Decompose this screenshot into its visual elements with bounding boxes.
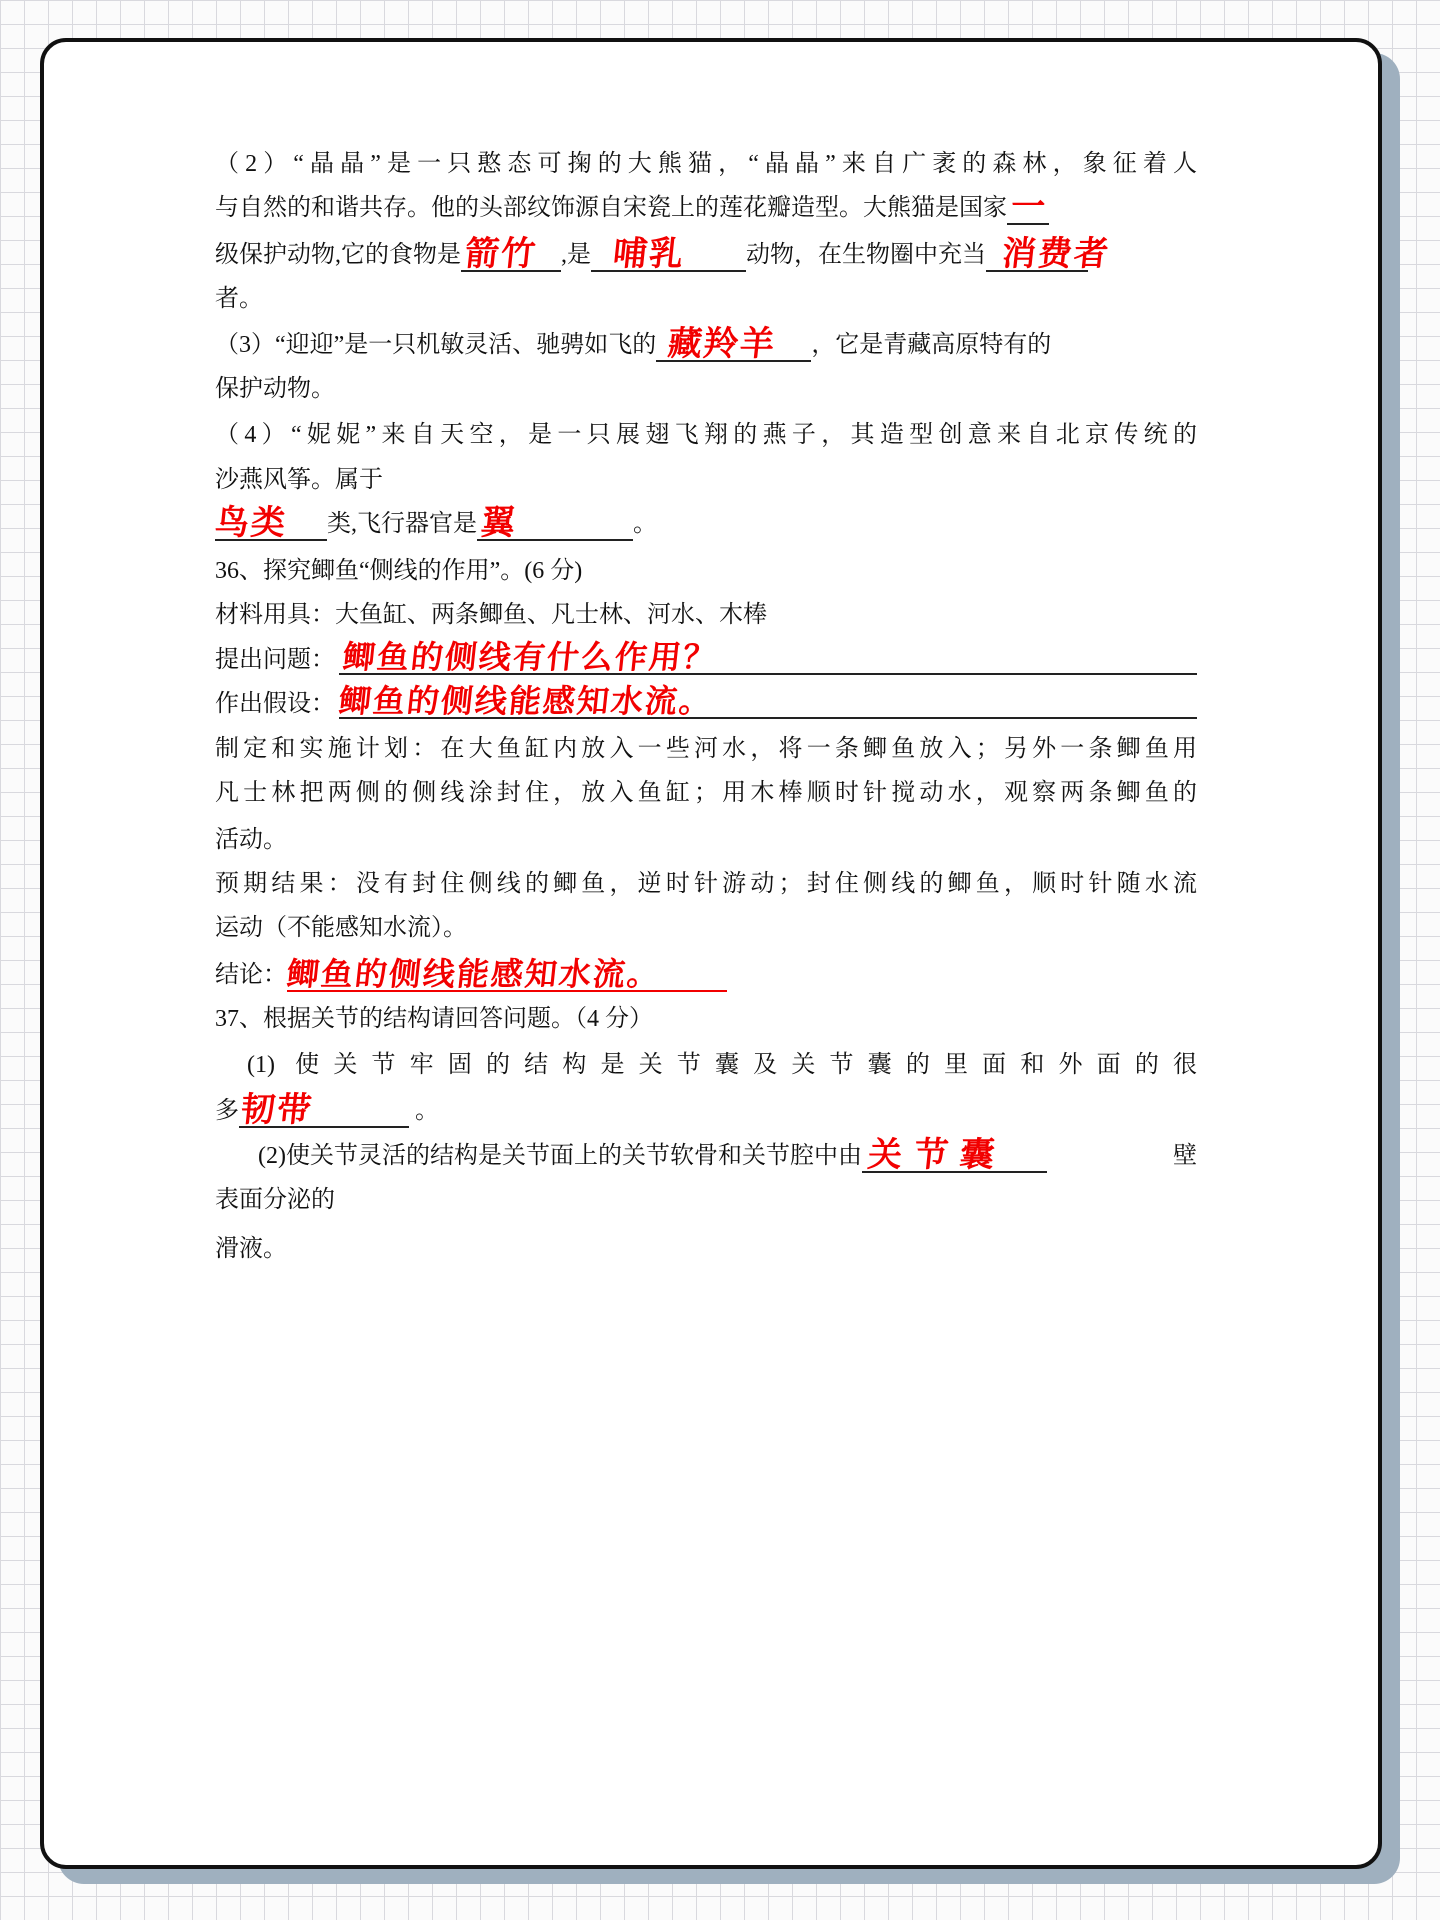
answer-text: 关节囊 <box>865 1135 1009 1175</box>
text-line: 材料用具：大鱼缸、两条鲫鱼、凡士林、河水、木棒 <box>215 602 767 628</box>
answer-blank[interactable] <box>591 234 746 274</box>
label: 结论： <box>215 962 287 988</box>
text: 壁 <box>1173 1143 1197 1169</box>
answer-blank[interactable] <box>339 638 1197 676</box>
answer-text: 哺乳 <box>610 234 688 274</box>
answer-blank[interactable] <box>862 1135 1047 1175</box>
text-line <box>212 503 1197 543</box>
text: （3）“迎迎”是一只机敏灵活、驰骋如飞的 <box>215 332 657 358</box>
text-line <box>215 682 1197 721</box>
answer-text: 韧带 <box>238 1090 316 1130</box>
text-line: 凡士林把两侧的侧线涂封住，放入鱼缸；用木棒顺时针搅动水，观察两条鲫鱼的 <box>215 780 1197 806</box>
text-line: 沙燕风筝。属于 <box>215 467 383 493</box>
text: ，它是青藏高原特有的 <box>811 332 1052 358</box>
text-line: 表面分泌的 <box>215 1187 335 1213</box>
text: 。 <box>633 511 657 537</box>
text: 动物，在生物圈中充当 <box>746 242 986 268</box>
question-37-title: 37、根据关节的结构请回答问题。（4 分） <box>215 1006 653 1032</box>
answer-text: 藏羚羊 <box>666 324 779 364</box>
text-line <box>215 324 1197 364</box>
text-line: 保护动物。 <box>215 376 335 402</box>
text-line <box>215 187 1197 227</box>
answer-blank[interactable] <box>212 503 327 543</box>
answer-blank[interactable] <box>238 1090 409 1130</box>
text: 。 <box>409 1098 439 1124</box>
answer-blank[interactable] <box>285 955 727 993</box>
text-line: （4）“妮妮”来自天空，是一只展翅飞翔的燕子，其造型创意来自北京传统的 <box>215 422 1197 448</box>
text: ,是 <box>561 242 591 268</box>
text-line: 活动。 <box>215 827 287 853</box>
text: 与自然的和谐共存。他的头部纹饰源自宋瓷上的莲花瓣造型。大熊猫是国家 <box>215 195 1007 221</box>
text: 级保护动物,它的食物是 <box>215 242 461 268</box>
text-line: 预期结果：没有封住侧线的鲫鱼，逆时针游动；封住侧线的鲫鱼，顺时针随水流 <box>215 871 1197 897</box>
label: 作出假设： <box>215 691 335 717</box>
text-line: 运动（不能感知水流）。 <box>215 915 467 941</box>
answer-text: 鲫鱼的侧线能感知水流。 <box>337 682 716 720</box>
question-36-title: 36、探究鲫鱼“侧线的作用”。(6 分) <box>215 558 583 584</box>
answer-blank[interactable] <box>461 234 561 274</box>
text-line: 者。 <box>215 286 263 312</box>
text-line: 制定和实施计划：在大鱼缸内放入一些河水，将一条鲫鱼放入；另外一条鲫鱼用 <box>215 736 1197 762</box>
text-line: 滑液。 <box>215 1236 287 1262</box>
text-line <box>258 1135 1197 1175</box>
text-line: （2）“晶晶”是一只憨态可掬的大熊猫，“晶晶”来自广袤的森林，象征着人 <box>215 151 1197 177</box>
answer-blank[interactable] <box>337 682 1197 720</box>
label: 提出问题： <box>215 647 335 673</box>
text: 多 <box>215 1098 239 1124</box>
answer-text: 箭竹 <box>462 234 540 274</box>
answer-blank[interactable] <box>1007 187 1050 227</box>
text: (2)使关节灵活的结构是关节面上的关节软骨和关节腔中由 <box>258 1143 862 1169</box>
answer-blank[interactable] <box>477 503 633 543</box>
text-line <box>215 234 1197 274</box>
text-line <box>215 638 1197 677</box>
answer-text: 翼 <box>478 503 520 543</box>
answer-blank[interactable] <box>986 234 1113 274</box>
text-line <box>215 955 1197 993</box>
answer-text: 消费者 <box>999 234 1113 274</box>
answer-text: 鸟类 <box>212 503 290 543</box>
text-line <box>215 1090 1197 1130</box>
answer-text: 鲫鱼的侧线有什么作用？ <box>341 638 720 676</box>
answer-text: 一 <box>1008 187 1050 227</box>
answer-text: 鲫鱼的侧线能感知水流。 <box>285 955 664 993</box>
text-line: (1) 使关节牢固的结构是关节囊及关节囊的里面和外面的很 <box>247 1052 1197 1078</box>
answer-blank[interactable] <box>656 324 811 364</box>
text: 类,飞行器官是 <box>327 511 477 537</box>
